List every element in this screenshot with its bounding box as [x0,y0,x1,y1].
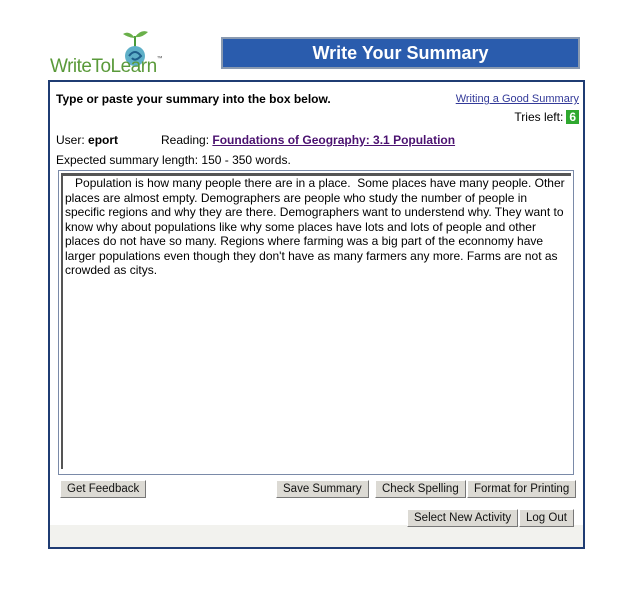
page-title: Write Your Summary [221,37,580,69]
writetolearn-logo [50,28,170,78]
get-feedback-button[interactable]: Get Feedback [60,480,146,498]
summary-input[interactable] [61,173,571,469]
logo-name: WriteToLearn [50,56,157,77]
reading-info [161,133,455,147]
writing-guide-link[interactable]: Writing a Good Summary [455,93,579,105]
logo-tm: ™ [156,56,163,62]
check-spelling-button[interactable]: Check Spelling [375,480,466,498]
panel-content [50,82,583,525]
save-summary-button[interactable]: Save Summary [276,480,369,498]
select-new-activity-button[interactable]: Select New Activity [407,509,518,527]
summary-panel [48,80,585,549]
expected-length: Expected summary length: 150 - 350 words. [56,153,291,167]
log-out-button[interactable]: Log Out [519,509,574,527]
reading-title-link[interactable]: Foundations of Geography: 3.1 Population [212,133,456,147]
reading-label: Reading: [161,133,210,147]
format-printing-button[interactable]: Format for Printing [467,480,576,498]
user-label: User: [56,133,85,147]
user-info [56,133,118,147]
logo-text [50,56,162,78]
tries-left [514,110,579,124]
user-name: eport [88,133,119,147]
summary-box [58,170,574,475]
tries-badge: 6 [566,110,579,124]
tries-label: Tries left: [514,110,564,124]
instruction-text: Type or paste your summary into the box below. [56,92,331,106]
